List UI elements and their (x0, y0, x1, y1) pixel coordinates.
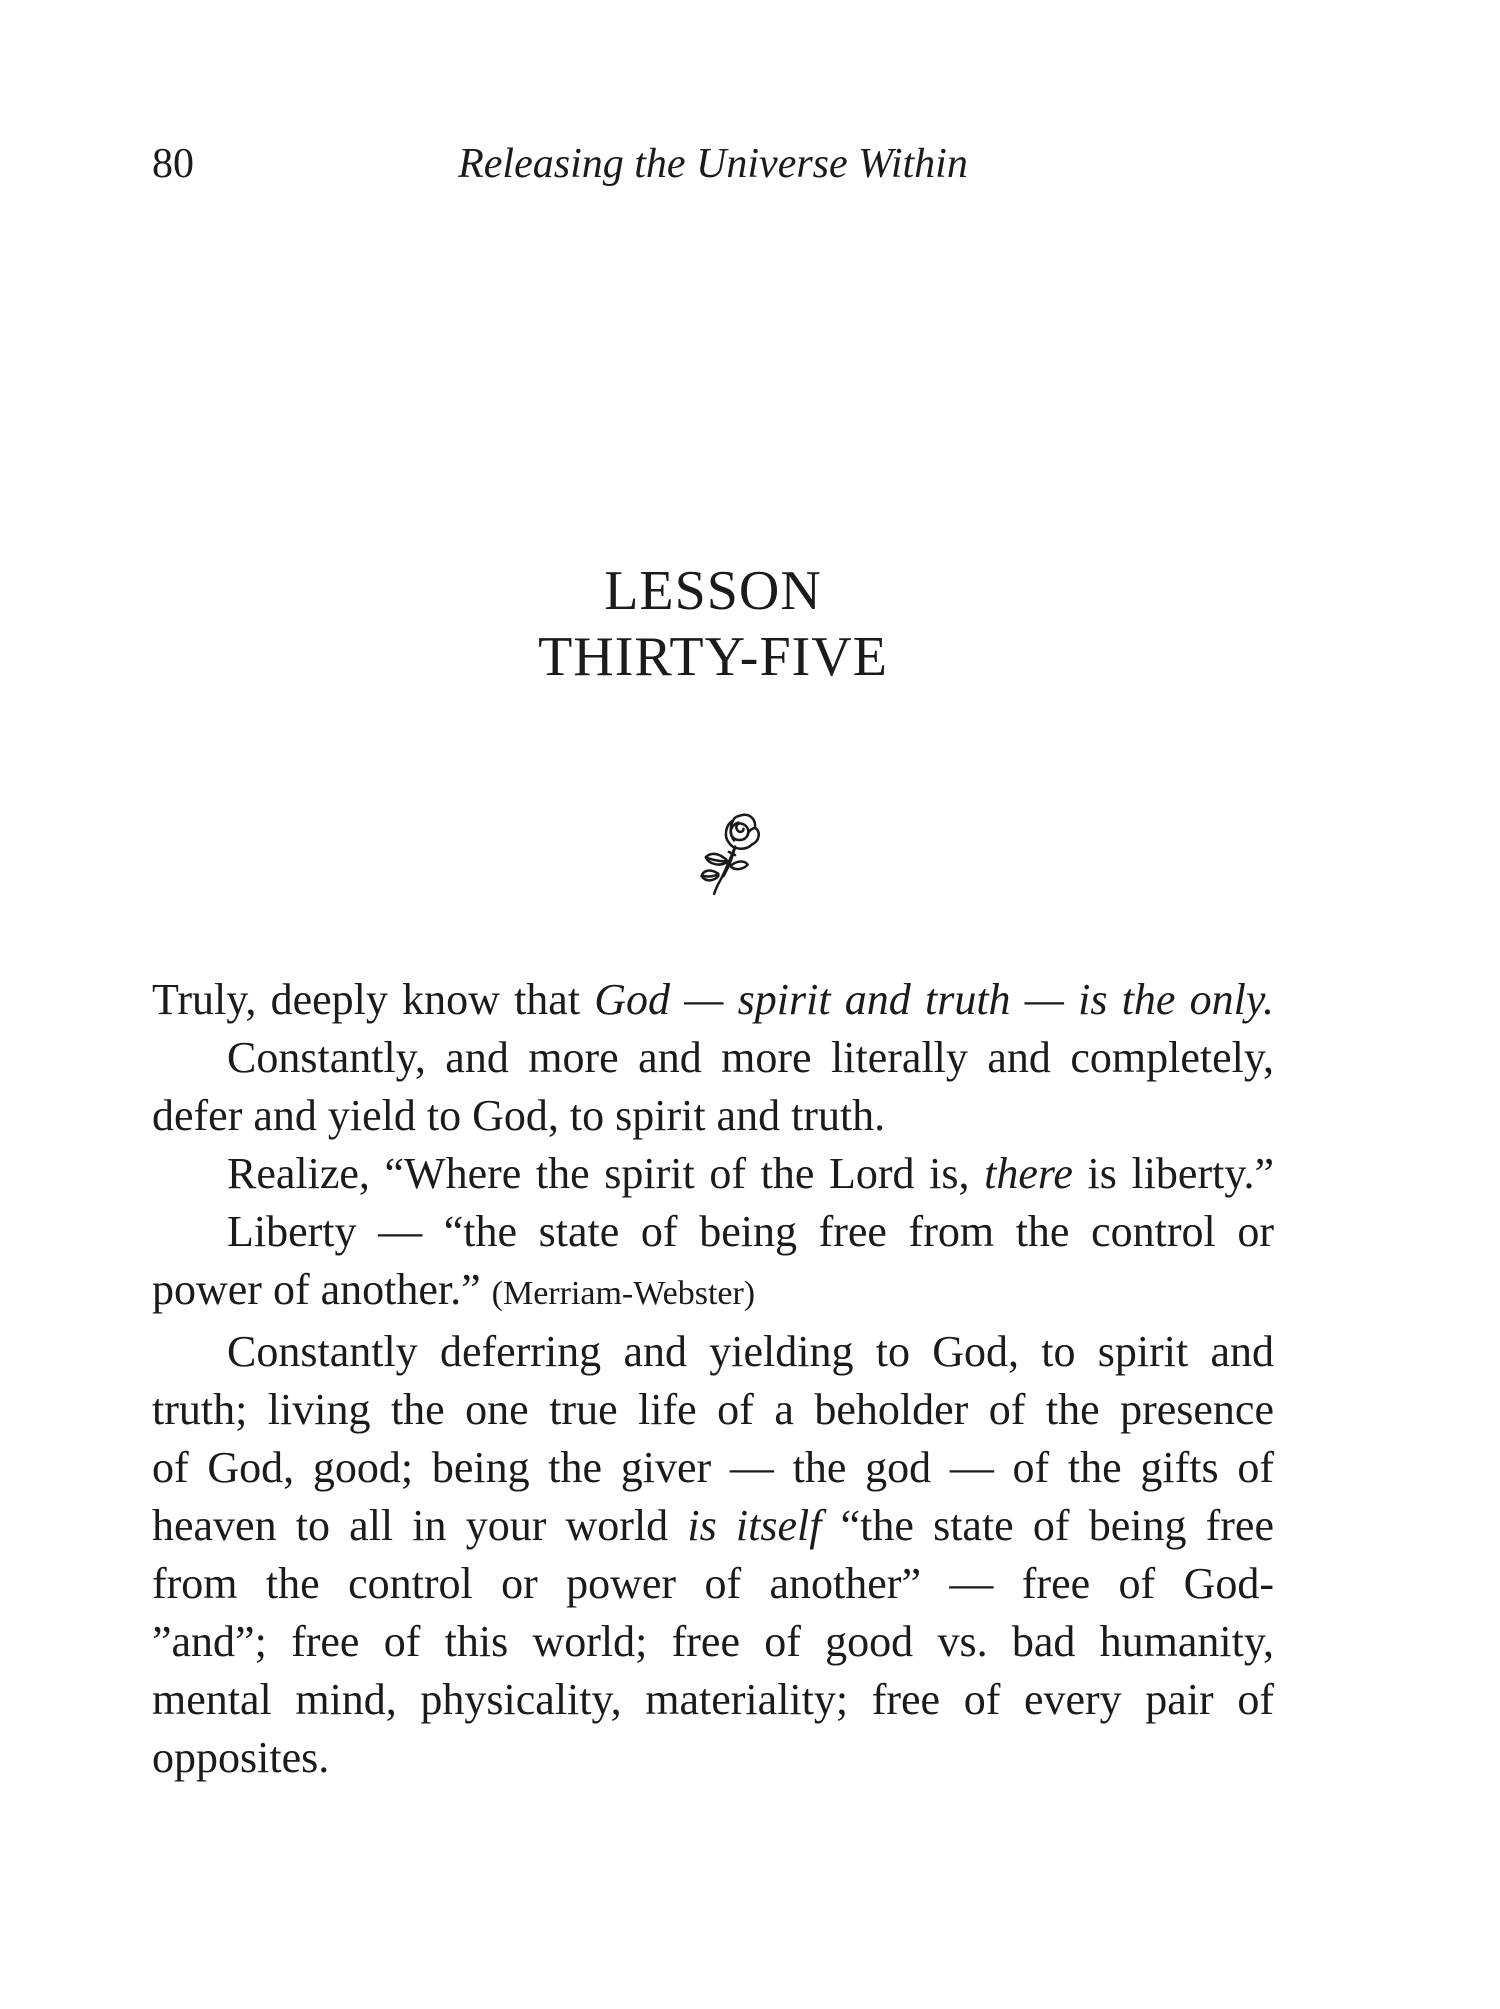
body-text-segment: from the control or power of another” — free of God- (152, 1559, 1274, 1608)
text-line (152, 1203, 1274, 1261)
lesson-heading-line2: THIRTY-FIVE (538, 626, 888, 688)
body-text-segment: truth; living the one true life of a beholder of the presence (152, 1385, 1274, 1434)
text-line (152, 1323, 1274, 1381)
page-number: 80 (152, 141, 194, 187)
text-line (152, 1671, 1274, 1729)
body-text-segment: power of another.” (152, 1265, 492, 1314)
body-text-segment: ”and”; free of this world; free of good vs. bad humanity, (152, 1617, 1274, 1666)
running-title: Releasing the Universe Within (458, 141, 968, 187)
body-text-segment: of God, good; being the giver — the god — of the gifts of (152, 1443, 1274, 1492)
text-line (152, 1145, 1274, 1203)
text-line (152, 1029, 1274, 1087)
lesson-heading (152, 558, 1274, 690)
body-text (152, 971, 1274, 1787)
body-text-segment: Constantly deferring and yielding to God, to spirit and (227, 1327, 1274, 1376)
text-line (152, 971, 1274, 1029)
rose-ornament-svg (700, 810, 766, 898)
italic-text: there (984, 1149, 1073, 1198)
body-text-segment: Constantly, and more and more literally and completely, (227, 1033, 1274, 1082)
italic-text: is itself (687, 1501, 822, 1550)
text-line (152, 1381, 1274, 1439)
citation-text: (Merriam-Webster) (491, 1275, 756, 1312)
italic-text: God — spirit and truth — is the only. (594, 975, 1274, 1024)
text-line (152, 1497, 1274, 1555)
body-text-segment: Truly, deeply know that (152, 975, 595, 1024)
text-line (152, 1261, 1274, 1323)
text-line (152, 1555, 1274, 1613)
page-header (152, 140, 1274, 188)
text-line (152, 1439, 1274, 1497)
body-text-segment: “the state of being free (821, 1501, 1274, 1550)
text-line (152, 1729, 1274, 1787)
text-line (152, 1613, 1274, 1671)
lesson-heading-line1: LESSON (604, 560, 822, 622)
body-text-segment: Realize, “Where the spirit of the Lord is, (227, 1149, 985, 1198)
body-text-segment: opposites. (152, 1733, 330, 1782)
body-text-segment: Liberty — “the state of being free from the control or (227, 1207, 1274, 1256)
body-text-segment: heaven to all in your world (152, 1501, 688, 1550)
body-text-segment: mental mind, physicality, materiality; free of every pair of (152, 1675, 1274, 1724)
text-line (152, 1087, 1274, 1145)
rose-ornament-icon (700, 810, 766, 898)
body-text-segment: defer and yield to God, to spirit and truth. (152, 1091, 886, 1140)
body-text-segment: is liberty.” (1072, 1149, 1274, 1198)
